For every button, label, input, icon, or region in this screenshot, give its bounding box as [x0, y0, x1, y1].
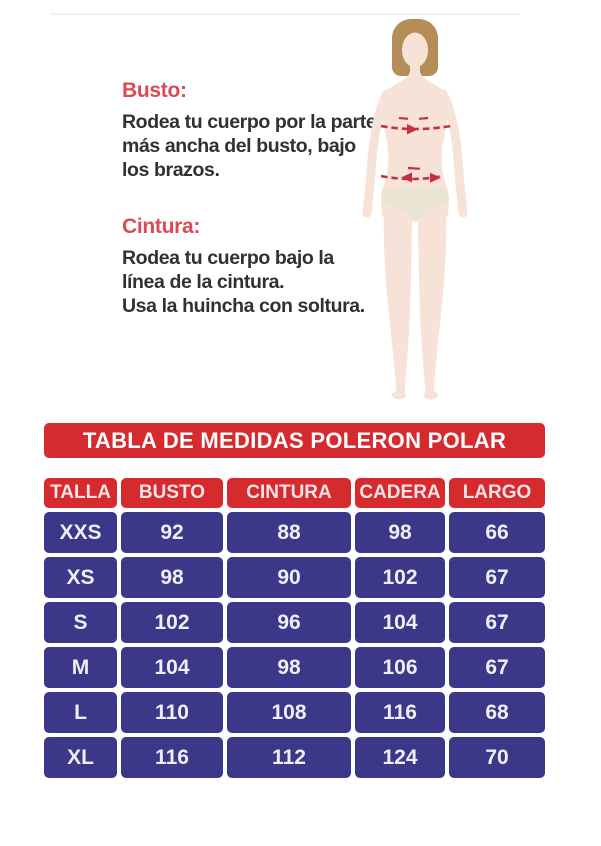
woman-measurement-figure	[345, 14, 495, 406]
right-foot	[424, 391, 438, 400]
size-cell: M	[44, 647, 117, 688]
column-header-cadera: CADERA	[355, 478, 445, 508]
bust-cell: 110	[121, 692, 223, 733]
waist-heading: Cintura:	[122, 215, 201, 238]
length-cell: 66	[449, 512, 545, 553]
hip-cell: 98	[355, 512, 445, 553]
size-cell: L	[44, 692, 117, 733]
hip-cell: 124	[355, 737, 445, 778]
bust-cell: 104	[121, 647, 223, 688]
bust-text-line: más ancha del busto, bajo	[122, 135, 356, 157]
bust-cell: 98	[121, 557, 223, 598]
size-cell: XS	[44, 557, 117, 598]
hip-cell: 106	[355, 647, 445, 688]
size-cell: XL	[44, 737, 117, 778]
bust-cell: 92	[121, 512, 223, 553]
waist-text-line: línea de la cintura.	[122, 271, 285, 293]
bust-cell: 116	[121, 737, 223, 778]
waist-cell: 112	[227, 737, 351, 778]
size-cell: S	[44, 602, 117, 643]
column-header-largo: LARGO	[449, 478, 545, 508]
hip-cell: 102	[355, 557, 445, 598]
size-cell: XXS	[44, 512, 117, 553]
size-table	[44, 478, 545, 778]
waist-cell: 108	[227, 692, 351, 733]
bust-heading: Busto:	[122, 79, 187, 102]
left-foot	[392, 391, 406, 400]
hip-cell: 104	[355, 602, 445, 643]
waist-cell: 88	[227, 512, 351, 553]
waist-text-line: Rodea tu cuerpo bajo la	[122, 247, 334, 269]
left-leg	[384, 210, 412, 396]
waist-cell: 96	[227, 602, 351, 643]
bust-cell: 102	[121, 602, 223, 643]
face	[402, 33, 428, 68]
waist-tape-ticks	[408, 168, 420, 169]
right-leg	[418, 210, 446, 396]
hip-cell: 116	[355, 692, 445, 733]
length-cell: 67	[449, 557, 545, 598]
bust-text-line: Rodea tu cuerpo por la parte	[122, 111, 377, 133]
length-cell: 70	[449, 737, 545, 778]
waist-text-line: Usa la huincha con soltura.	[122, 295, 365, 317]
waist-cell: 90	[227, 557, 351, 598]
length-cell: 67	[449, 602, 545, 643]
column-header-busto: BUSTO	[121, 478, 223, 508]
bust-text-line: los brazos.	[122, 159, 220, 181]
table-title: TABLA DE MEDIDAS POLERON POLAR	[82, 427, 507, 453]
column-header-cintura: CINTURA	[227, 478, 351, 508]
length-cell: 68	[449, 692, 545, 733]
table-title-banner	[44, 423, 545, 458]
waist-cell: 98	[227, 647, 351, 688]
column-header-talla: TALLA	[44, 478, 117, 508]
length-cell: 67	[449, 647, 545, 688]
